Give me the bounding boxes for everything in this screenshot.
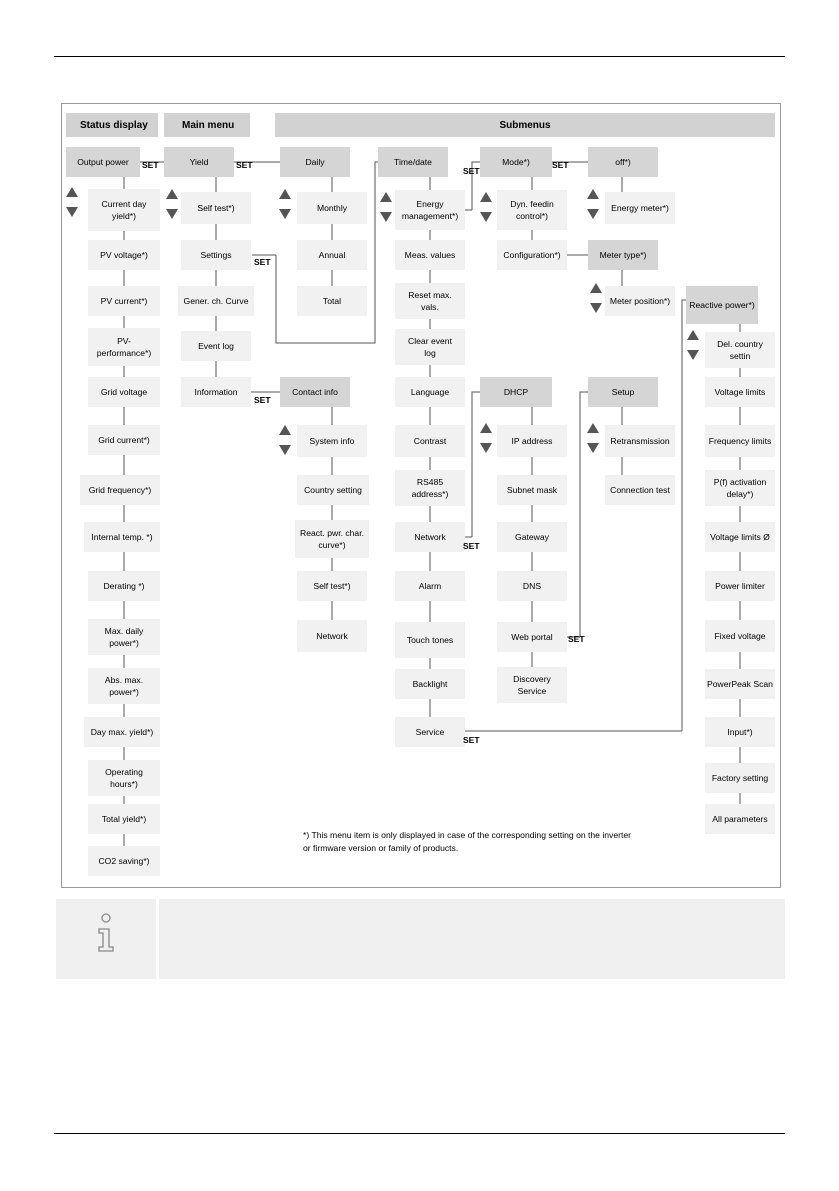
menu-item-rs485-address: RS485 address*) bbox=[395, 470, 465, 506]
menu-item-monthly: Monthly bbox=[297, 192, 367, 224]
menu-item-off: off*) bbox=[588, 147, 658, 177]
menu-item-meas-values: Meas. values bbox=[395, 240, 465, 270]
header-status-display: Status display bbox=[66, 113, 158, 137]
info-icon bbox=[56, 899, 156, 979]
menu-item-pf-activation: P(f) activation delay*) bbox=[705, 470, 775, 506]
menu-item-alarm: Alarm bbox=[395, 571, 465, 601]
menu-item-factory-setting: Factory setting bbox=[705, 763, 775, 793]
menu-item-current-day-yield: Current day yield*) bbox=[88, 189, 160, 231]
menu-item-clear-event-log: Clear event log bbox=[395, 329, 465, 365]
menu-item-self-test-main: Self test*) bbox=[181, 192, 251, 224]
menu-item-energy-meter: Energy meter*) bbox=[605, 192, 675, 224]
header-submenus: Submenus bbox=[275, 113, 775, 137]
menu-item-setup: Setup bbox=[588, 377, 658, 407]
menu-item-powerpeak-scan: PowerPeak Scan bbox=[705, 669, 775, 699]
menu-item-yield: Yield bbox=[164, 147, 234, 177]
menu-item-power-limiter: Power limiter bbox=[705, 571, 775, 601]
menu-item-total-yield: Total yield*) bbox=[88, 804, 160, 834]
menu-item-network-info: Network bbox=[297, 620, 367, 652]
menu-item-voltage-limits: Voltage limits bbox=[705, 377, 775, 407]
menu-item-operating-hours: Operating hours*) bbox=[88, 760, 160, 796]
up-arrow-icon bbox=[380, 192, 392, 202]
menu-item-reset-max-vals: Reset max. vals. bbox=[395, 283, 465, 319]
up-arrow-icon bbox=[687, 330, 699, 340]
up-arrow-icon bbox=[587, 189, 599, 199]
menu-item-network: Network bbox=[395, 522, 465, 552]
menu-item-retransmission: Retransmission bbox=[605, 425, 675, 457]
down-arrow-icon bbox=[279, 445, 291, 455]
menu-item-dns: DNS bbox=[497, 571, 567, 601]
set-label: SET bbox=[236, 160, 253, 170]
menu-item-self-test-info: Self test*) bbox=[297, 571, 367, 601]
up-arrow-icon bbox=[166, 189, 178, 199]
set-label: SET bbox=[552, 160, 569, 170]
menu-item-frequency-limits: Frequency limits bbox=[705, 425, 775, 457]
menu-item-daily: Daily bbox=[280, 147, 350, 177]
menu-item-fixed-voltage: Fixed voltage bbox=[705, 620, 775, 652]
down-arrow-icon bbox=[587, 443, 599, 453]
menu-item-connection-test: Connection test bbox=[605, 475, 675, 505]
menu-item-derating: Derating *) bbox=[88, 571, 160, 601]
menu-item-contact-info: Contact info bbox=[280, 377, 350, 407]
menu-item-mode: Mode*) bbox=[480, 147, 552, 177]
down-arrow-icon bbox=[279, 209, 291, 219]
menu-item-output-power: Output power bbox=[66, 147, 140, 177]
up-arrow-icon bbox=[66, 187, 78, 197]
up-arrow-icon bbox=[480, 423, 492, 433]
down-arrow-icon bbox=[66, 207, 78, 217]
menu-item-settings: Settings bbox=[181, 240, 251, 270]
menu-item-grid-frequency: Grid frequency*) bbox=[80, 475, 160, 505]
menu-item-configuration: Configuration*) bbox=[497, 240, 567, 270]
up-arrow-icon bbox=[279, 425, 291, 435]
down-arrow-icon bbox=[687, 350, 699, 360]
menu-item-country-setting: Country setting bbox=[297, 475, 369, 505]
menu-item-abs-max-power: Abs. max. power*) bbox=[88, 668, 160, 704]
set-label: SET bbox=[568, 634, 585, 644]
menu-item-pv-current: PV current*) bbox=[88, 286, 160, 316]
menu-item-co2-saving: CO2 saving*) bbox=[88, 846, 160, 876]
menu-item-pv-voltage: PV voltage*) bbox=[88, 240, 160, 270]
down-arrow-icon bbox=[590, 303, 602, 313]
menu-item-service: Service bbox=[395, 717, 465, 747]
down-arrow-icon bbox=[480, 443, 492, 453]
menu-item-del-country: Del. country settin bbox=[705, 332, 775, 368]
set-label: SET bbox=[254, 395, 271, 405]
header-main-menu: Main menu bbox=[164, 113, 250, 137]
up-arrow-icon bbox=[587, 423, 599, 433]
menu-item-react-pwr-curve: React. pwr. char. curve*) bbox=[295, 520, 369, 558]
down-arrow-icon bbox=[587, 209, 599, 219]
menu-item-dhcp: DHCP bbox=[480, 377, 552, 407]
menu-item-system-info: System info bbox=[297, 425, 367, 457]
menu-item-contrast: Contrast bbox=[395, 425, 465, 457]
menu-item-gateway: Gateway bbox=[497, 522, 567, 552]
menu-item-ip-address: IP address bbox=[497, 425, 567, 457]
down-arrow-icon bbox=[166, 209, 178, 219]
menu-item-meter-type: Meter type*) bbox=[588, 240, 658, 270]
menu-item-grid-voltage: Grid voltage bbox=[88, 377, 160, 407]
set-label: SET bbox=[463, 735, 480, 745]
up-arrow-icon bbox=[480, 192, 492, 202]
menu-item-meter-position: Meter position*) bbox=[605, 286, 675, 316]
set-label: SET bbox=[463, 166, 480, 176]
info-icon-cell bbox=[56, 899, 159, 979]
menu-item-event-log: Event log bbox=[181, 331, 251, 361]
menu-item-max-daily-power: Max. daily power*) bbox=[88, 619, 160, 655]
menu-item-touch-tones: Touch tones bbox=[395, 622, 465, 658]
set-label: SET bbox=[254, 257, 271, 267]
menu-item-reactive-power: Reactive power*) bbox=[686, 286, 758, 324]
menu-item-grid-current: Grid current*) bbox=[88, 425, 160, 455]
menu-item-web-portal: Web portal bbox=[497, 622, 567, 652]
info-box bbox=[56, 899, 785, 979]
menu-item-annual: Annual bbox=[297, 240, 367, 270]
menu-item-dyn-feedin: Dyn. feedin control*) bbox=[497, 190, 567, 230]
footnote: *) This menu item is only displayed in case of the corresponding setting on the inverter or firmware version or family of products. bbox=[303, 830, 632, 853]
menu-item-pv-performance: PV- performance*) bbox=[88, 328, 160, 366]
menu-item-discovery-service: Discovery Service bbox=[497, 667, 567, 703]
menu-item-all-parameters: All parameters bbox=[705, 804, 775, 834]
menu-item-backlight: Backlight bbox=[395, 669, 465, 699]
menu-item-input: Input*) bbox=[705, 717, 775, 747]
down-arrow-icon bbox=[480, 212, 492, 222]
menu-item-time-date: Time/date bbox=[378, 147, 448, 177]
menu-item-voltage-limits-avg: Voltage limits Ø bbox=[705, 522, 775, 552]
set-label: SET bbox=[463, 541, 480, 551]
menu-item-day-max-yield: Day max. yield*) bbox=[84, 717, 160, 747]
menu-item-information: Information bbox=[181, 377, 251, 407]
menu-item-language: Language bbox=[395, 377, 465, 407]
menu-item-total: Total bbox=[297, 286, 367, 316]
menu-item-internal-temp: Internal temp. *) bbox=[84, 522, 160, 552]
menu-item-subnet-mask: Subnet mask bbox=[497, 475, 567, 505]
menu-item-energy-management: Energy management*) bbox=[395, 190, 465, 230]
up-arrow-icon bbox=[279, 189, 291, 199]
up-arrow-icon bbox=[590, 283, 602, 293]
down-arrow-icon bbox=[380, 212, 392, 222]
set-label: SET bbox=[142, 160, 159, 170]
menu-item-gener-ch-curve: Gener. ch. Curve bbox=[178, 286, 254, 316]
